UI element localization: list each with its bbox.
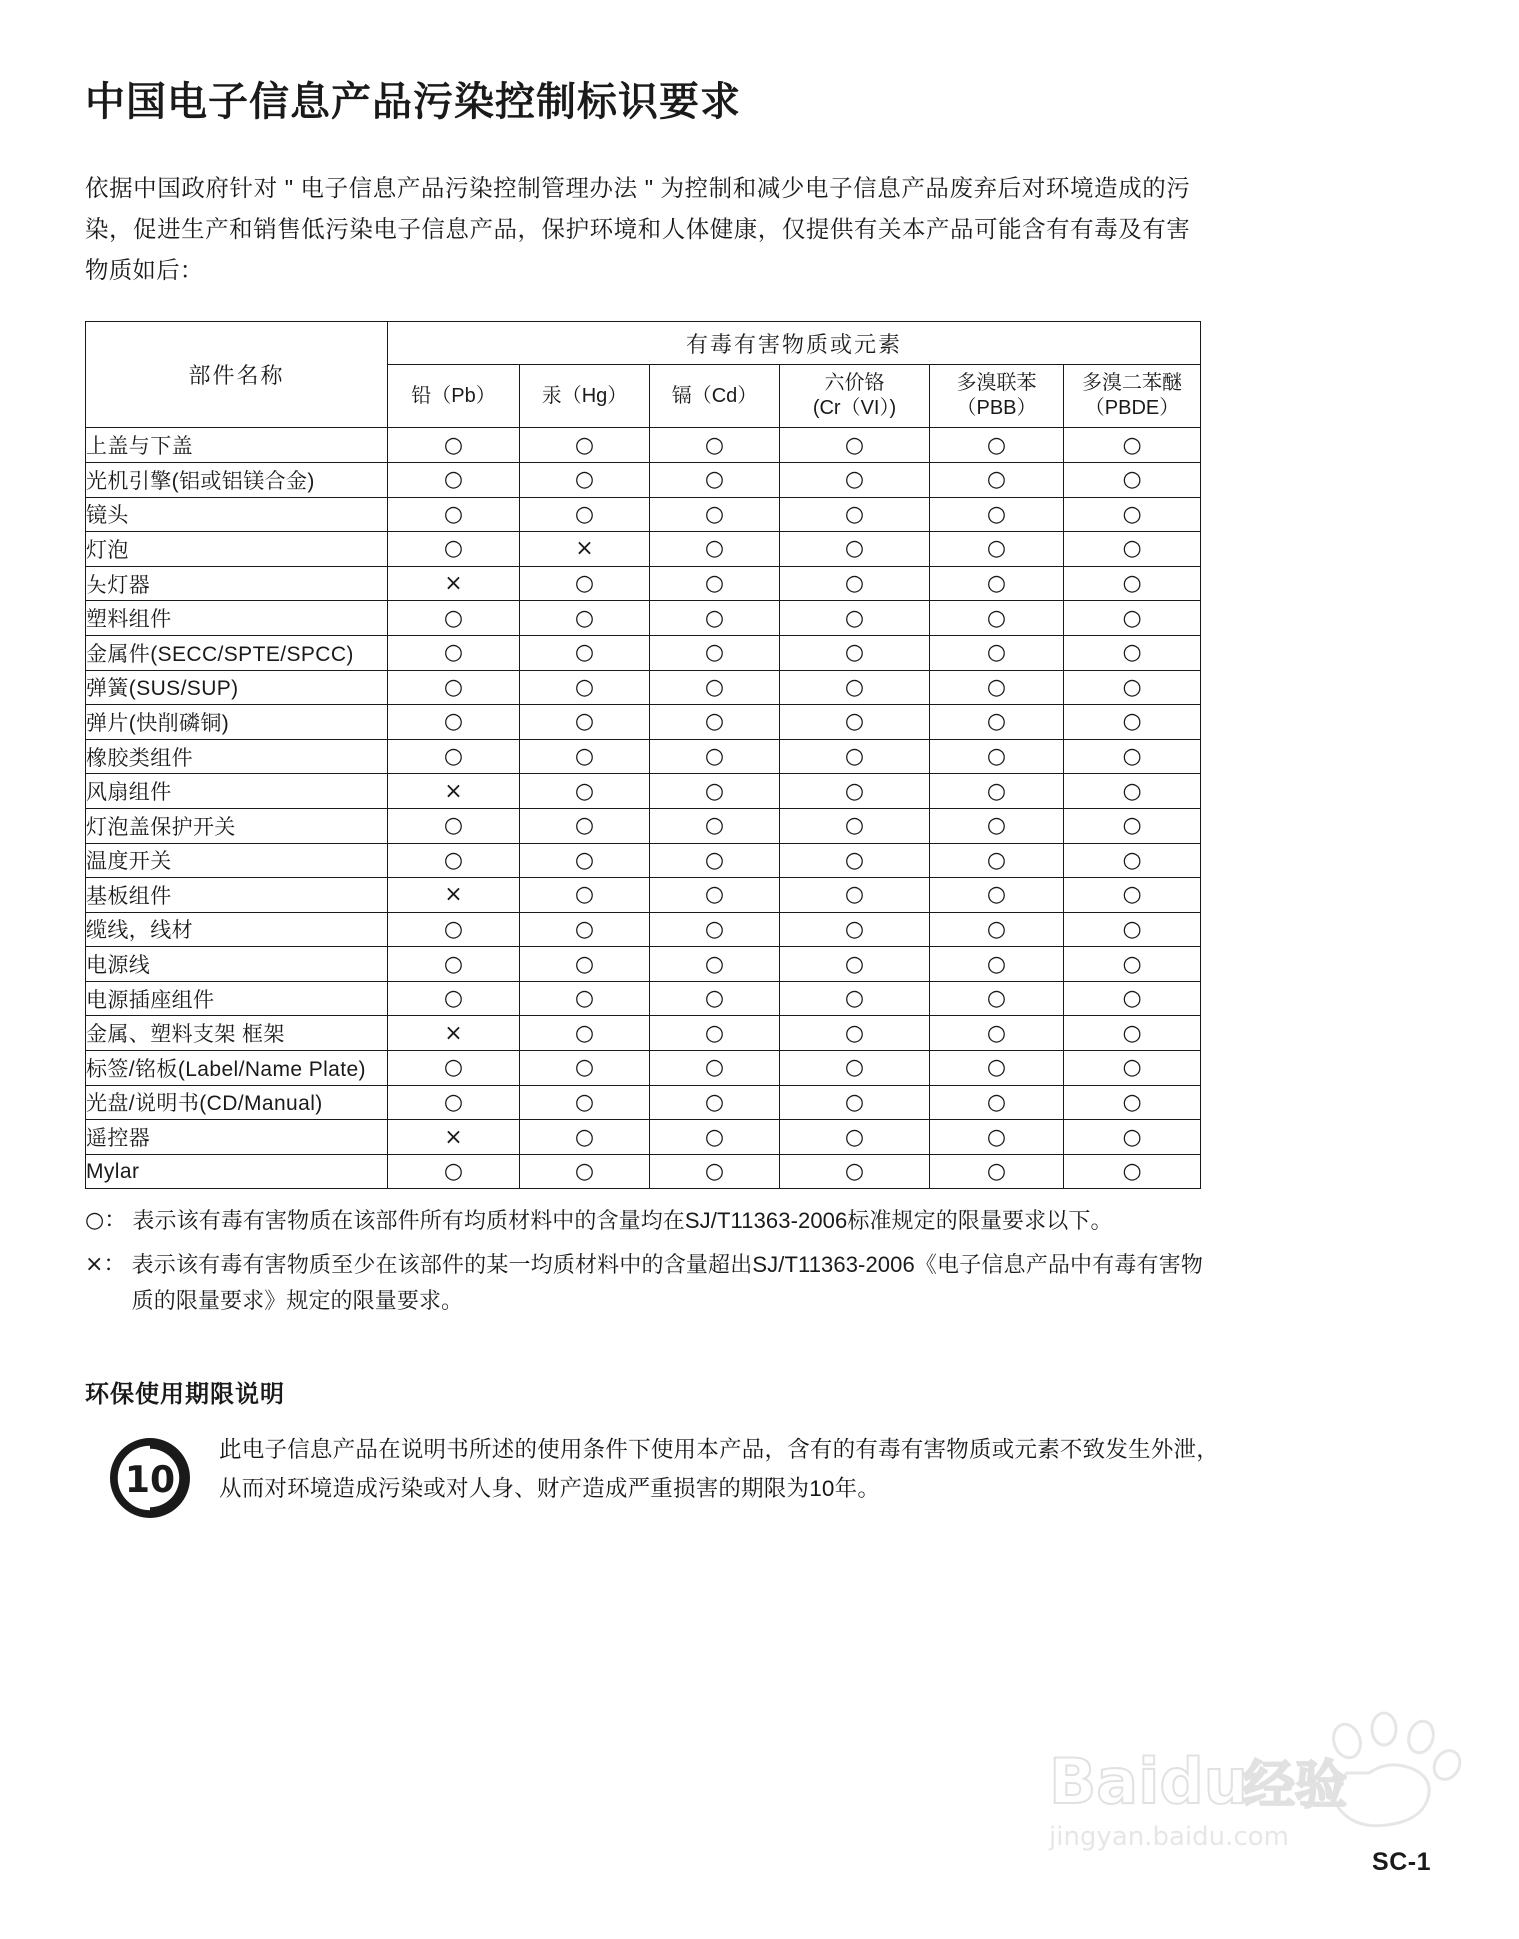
substance-mark-cell: × [388, 566, 520, 601]
table-header-row-group [86, 322, 1201, 365]
legend-cross-text: 表示该有毒有害物质至少在该部件的某一均质材料中的含量超出SJ/T11363-2006《电子信息产品中有毒有害物质的限量要求》规定的限量要求。 [131, 1252, 1203, 1313]
substance-mark-cell: ○ [520, 912, 650, 947]
substance-mark-cell: ○ [388, 1154, 520, 1189]
eco-section-heading: 环保使用期限说明 [85, 1381, 285, 1409]
header-col-crvi-line2: (Cr（VI）) [812, 397, 897, 420]
table-row [86, 739, 1201, 774]
substance-mark-cell: ○ [388, 670, 520, 705]
substance-mark-cell: ○ [388, 705, 520, 740]
part-name-cell: 塑料组件 [86, 601, 388, 636]
part-name-cell: 镜头 [86, 497, 388, 532]
substance-mark-cell: ○ [930, 1085, 1064, 1120]
substance-mark-cell: ○ [1064, 878, 1201, 913]
part-name-cell: 基板组件 [86, 878, 388, 913]
substance-mark-cell: ○ [650, 774, 780, 809]
part-name-cell: 灯泡 [86, 532, 388, 567]
substance-mark-cell: ○ [388, 739, 520, 774]
table-row [86, 497, 1201, 532]
baidu-watermark [1047, 1707, 1477, 1867]
substance-mark-cell: ○ [1064, 1154, 1201, 1189]
substance-mark-cell: ○ [780, 1085, 930, 1120]
substance-mark-cell: ○ [1064, 566, 1201, 601]
table-row [86, 774, 1201, 809]
header-col-pbb [930, 365, 1064, 428]
substance-mark-cell: ○ [388, 808, 520, 843]
part-name-cell: 夨灯器 [86, 566, 388, 601]
substance-mark-cell: ○ [650, 601, 780, 636]
substance-mark-cell: ○ [520, 774, 650, 809]
watermark-suffix: 经验 [1243, 1756, 1348, 1816]
substance-mark-cell: ○ [780, 462, 930, 497]
substance-mark-cell: ○ [930, 566, 1064, 601]
substance-mark-cell: ○ [388, 947, 520, 982]
part-name-cell: 弹片(快削磷铜) [86, 705, 388, 740]
substance-mark-cell: ○ [930, 843, 1064, 878]
substance-mark-cell: ○ [1064, 670, 1201, 705]
substance-mark-cell: ○ [780, 912, 930, 947]
part-name-cell: 光机引擎(铝或铝镁合金) [86, 462, 388, 497]
substance-mark-cell: ○ [650, 532, 780, 567]
substance-mark-cell: ○ [650, 739, 780, 774]
substance-mark-cell: ○ [650, 808, 780, 843]
part-name-cell: 橡胶类组件 [86, 739, 388, 774]
part-name-cell: 标签/铭板(Label/Name Plate) [86, 1051, 388, 1086]
table-row [86, 1051, 1201, 1086]
part-name-cell: Mylar [86, 1154, 388, 1189]
substance-mark-cell: ○ [650, 912, 780, 947]
substance-mark-cell: ○ [520, 739, 650, 774]
substance-mark-cell: ○ [1064, 428, 1201, 463]
part-name-cell: 金属件(SECC/SPTE/SPCC) [86, 635, 388, 670]
substance-mark-cell: ○ [1064, 532, 1201, 567]
substance-mark-cell: ○ [780, 566, 930, 601]
substance-mark-cell: ○ [520, 497, 650, 532]
substance-mark-cell: ○ [930, 497, 1064, 532]
eco-description: 此电子信息产品在说明书所述的使用条件下使用本产品，含有的有毒有害物质或元素不致发生外泄，从而对环境造成污染或对人身、财产造成严重损害的期限为10年。 [219, 1437, 1219, 1501]
eco-period-badge [107, 1435, 193, 1526]
substance-mark-cell: ○ [650, 843, 780, 878]
substance-mark-cell: ○ [520, 1016, 650, 1051]
part-name-cell: 灯泡盖保护开关 [86, 808, 388, 843]
substance-mark-cell: ○ [1064, 1120, 1201, 1155]
substance-mark-cell: ○ [520, 1154, 650, 1189]
legend-row-circle [85, 1203, 1203, 1239]
substance-mark-cell: × [388, 774, 520, 809]
substance-mark-cell: ○ [930, 1154, 1064, 1189]
substance-mark-cell: ○ [520, 601, 650, 636]
substance-mark-cell: ○ [930, 912, 1064, 947]
substance-mark-cell: ○ [1064, 808, 1201, 843]
substance-mark-cell: ○ [650, 497, 780, 532]
substance-mark-cell: ○ [780, 981, 930, 1016]
substance-mark-cell: × [388, 878, 520, 913]
substance-mark-cell: × [520, 532, 650, 567]
table-row [86, 981, 1201, 1016]
legend-circle-symbol: ○： [85, 1208, 127, 1234]
substance-mark-cell: ○ [1064, 739, 1201, 774]
table-row [86, 878, 1201, 913]
substance-mark-cell: ○ [930, 1051, 1064, 1086]
part-name-cell: 上盖与下盖 [86, 428, 388, 463]
substance-mark-cell: ○ [650, 1154, 780, 1189]
part-name-cell: 缆线，线材 [86, 912, 388, 947]
header-col-crvi-line1: 六价铬 [824, 372, 885, 395]
substance-mark-cell: ○ [520, 878, 650, 913]
substance-mark-cell: × [388, 1120, 520, 1155]
substance-mark-cell: ○ [1064, 774, 1201, 809]
substance-mark-cell: ○ [1064, 1016, 1201, 1051]
substance-mark-cell: ○ [388, 843, 520, 878]
table-row [86, 843, 1201, 878]
substance-mark-cell: ○ [650, 428, 780, 463]
substance-mark-cell: ○ [1064, 843, 1201, 878]
substance-mark-cell: ○ [780, 808, 930, 843]
substance-mark-cell: ○ [1064, 462, 1201, 497]
legend-cross-symbol: ×： [85, 1252, 126, 1278]
table-row [86, 1154, 1201, 1189]
substance-mark-cell: ○ [520, 981, 650, 1016]
table-row [86, 670, 1201, 705]
substance-mark-cell: ○ [780, 1016, 930, 1051]
page-title: 中国电子信息产品污染控制标识要求 [85, 80, 741, 124]
header-col-pbb-line1: 多溴联苯 [956, 372, 1037, 395]
table-body [86, 428, 1201, 1189]
substance-mark-cell: ○ [780, 1051, 930, 1086]
substance-mark-cell: ○ [780, 635, 930, 670]
substance-mark-cell: ○ [520, 566, 650, 601]
substance-mark-cell: ○ [930, 981, 1064, 1016]
substance-mark-cell: ○ [388, 601, 520, 636]
header-col-cd-line1: 镉（Cd） [671, 384, 758, 407]
intro-paragraph: 依据中国政府针对 " 电子信息产品污染控制管理办法 " 为控制和减少电子信息产品废弃后对环境造成的污染，促进生产和销售低污染电子信息产品，保护环境和人体健康，仅提供有关本产品可能含有有毒及有害物质如后： [85, 175, 1190, 284]
substance-mark-cell: × [388, 1016, 520, 1051]
table-row [86, 462, 1201, 497]
substance-mark-cell: ○ [520, 808, 650, 843]
table-row [86, 601, 1201, 636]
legend-block [85, 1203, 1203, 1318]
substance-mark-cell: ○ [520, 428, 650, 463]
part-name-cell: 风扇组件 [86, 774, 388, 809]
part-name-cell: 弹簧(SUS/SUP) [86, 670, 388, 705]
table-row [86, 808, 1201, 843]
substance-mark-cell: ○ [780, 739, 930, 774]
substance-mark-cell: ○ [930, 462, 1064, 497]
substance-mark-cell: ○ [1064, 635, 1201, 670]
header-col-cd [650, 365, 780, 428]
substance-mark-cell: ○ [930, 532, 1064, 567]
substance-mark-cell: ○ [650, 705, 780, 740]
substance-mark-cell: ○ [930, 947, 1064, 982]
substance-mark-cell: ○ [650, 981, 780, 1016]
legend-row-cross [85, 1247, 1203, 1318]
substance-mark-cell: ○ [388, 981, 520, 1016]
table-row [86, 1085, 1201, 1120]
substance-mark-cell: ○ [1064, 947, 1201, 982]
substance-mark-cell: ○ [650, 635, 780, 670]
substance-mark-cell: ○ [930, 1120, 1064, 1155]
substance-mark-cell: ○ [930, 670, 1064, 705]
substance-mark-cell: ○ [780, 497, 930, 532]
table-row [86, 635, 1201, 670]
substance-mark-cell: ○ [650, 1016, 780, 1051]
header-col-pb-line1: 铅（Pb） [411, 384, 496, 407]
substance-mark-cell: ○ [388, 532, 520, 567]
table-header [86, 322, 1201, 428]
substance-mark-cell: ○ [1064, 497, 1201, 532]
hazardous-substances-table [85, 321, 1201, 1189]
substance-mark-cell: ○ [780, 1154, 930, 1189]
substance-mark-cell: ○ [1064, 981, 1201, 1016]
substance-mark-cell: ○ [780, 878, 930, 913]
part-name-cell: 遥控器 [86, 1120, 388, 1155]
table-row [86, 428, 1201, 463]
substance-mark-cell: ○ [1064, 1051, 1201, 1086]
substance-mark-cell: ○ [930, 808, 1064, 843]
substance-mark-cell: ○ [780, 843, 930, 878]
substance-mark-cell: ○ [520, 843, 650, 878]
substance-mark-cell: ○ [650, 878, 780, 913]
substance-mark-cell: ○ [930, 601, 1064, 636]
substance-mark-cell: ○ [388, 1085, 520, 1120]
substance-mark-cell: ○ [650, 670, 780, 705]
substance-mark-cell: ○ [388, 912, 520, 947]
substance-mark-cell: ○ [650, 947, 780, 982]
header-col-pb [388, 365, 520, 428]
substance-mark-cell: ○ [650, 1085, 780, 1120]
table-row [86, 912, 1201, 947]
table-row [86, 705, 1201, 740]
substance-mark-cell: ○ [520, 635, 650, 670]
substance-mark-cell: ○ [520, 947, 650, 982]
substance-mark-cell: ○ [520, 462, 650, 497]
substance-mark-cell: ○ [650, 1120, 780, 1155]
eco-section [85, 1431, 1434, 1526]
substance-mark-cell: ○ [388, 462, 520, 497]
substance-mark-cell: ○ [650, 462, 780, 497]
substance-mark-cell: ○ [780, 601, 930, 636]
part-name-cell: 电源插座组件 [86, 981, 388, 1016]
table-row [86, 1120, 1201, 1155]
substance-mark-cell: ○ [780, 947, 930, 982]
substance-mark-cell: ○ [388, 635, 520, 670]
substance-mark-cell: ○ [388, 497, 520, 532]
substance-mark-cell: ○ [780, 705, 930, 740]
substance-mark-cell: ○ [520, 1120, 650, 1155]
page-number: SC-1 [1372, 1848, 1431, 1876]
substance-mark-cell: ○ [1064, 912, 1201, 947]
watermark-brand: Baidu [1049, 1745, 1248, 1818]
substance-mark-cell: ○ [930, 635, 1064, 670]
substance-mark-cell: ○ [1064, 705, 1201, 740]
table-row [86, 566, 1201, 601]
substance-mark-cell: ○ [650, 1051, 780, 1086]
header-col-crvi [780, 365, 930, 428]
eco-badge-number: 10 [124, 1458, 176, 1502]
substance-mark-cell: ○ [1064, 601, 1201, 636]
substance-mark-cell: ○ [930, 1016, 1064, 1051]
watermark-url: jingyan.baidu.com [1049, 1822, 1289, 1852]
substance-mark-cell: ○ [520, 1051, 650, 1086]
table-row [86, 947, 1201, 982]
substance-mark-cell: ○ [930, 774, 1064, 809]
part-name-cell: 金属、塑料支架 框架 [86, 1016, 388, 1051]
substance-mark-cell: ○ [388, 428, 520, 463]
header-col-pbde [1064, 365, 1201, 428]
part-name-cell: 温度开关 [86, 843, 388, 878]
substance-mark-cell: ○ [780, 670, 930, 705]
header-col-hg [520, 365, 650, 428]
substance-mark-cell: ○ [650, 566, 780, 601]
substance-mark-cell: ○ [388, 1051, 520, 1086]
substance-mark-cell: ○ [520, 1085, 650, 1120]
substance-mark-cell: ○ [780, 1120, 930, 1155]
substance-mark-cell: ○ [780, 428, 930, 463]
header-col-hg-line1: 汞（Hg） [541, 384, 628, 407]
table-row [86, 1016, 1201, 1051]
substance-mark-cell: ○ [930, 739, 1064, 774]
legend-circle-text: 表示该有毒有害物质在该部件所有均质材料中的含量均在SJ/T11363-2006标准规定的限量要求以下。 [132, 1208, 1113, 1234]
header-part-name: 部件名称 [86, 322, 388, 428]
header-col-pbde-line1: 多溴二苯醚 [1082, 372, 1183, 395]
substance-mark-cell: ○ [520, 670, 650, 705]
substance-mark-cell: ○ [930, 878, 1064, 913]
substance-mark-cell: ○ [930, 428, 1064, 463]
part-name-cell: 电源线 [86, 947, 388, 982]
part-name-cell: 光盘/说明书(CD/Manual) [86, 1085, 388, 1120]
header-col-pbde-line2: （PBDE） [1084, 397, 1180, 420]
table-row [86, 532, 1201, 567]
substance-mark-cell: ○ [930, 705, 1064, 740]
header-col-pbb-line2: （PBB） [956, 397, 1037, 420]
substance-mark-cell: ○ [520, 705, 650, 740]
substance-mark-cell: ○ [780, 532, 930, 567]
substance-mark-cell: ○ [1064, 1085, 1201, 1120]
header-substances-group: 有毒有害物质或元素 [388, 322, 1201, 365]
substance-mark-cell: ○ [780, 774, 930, 809]
